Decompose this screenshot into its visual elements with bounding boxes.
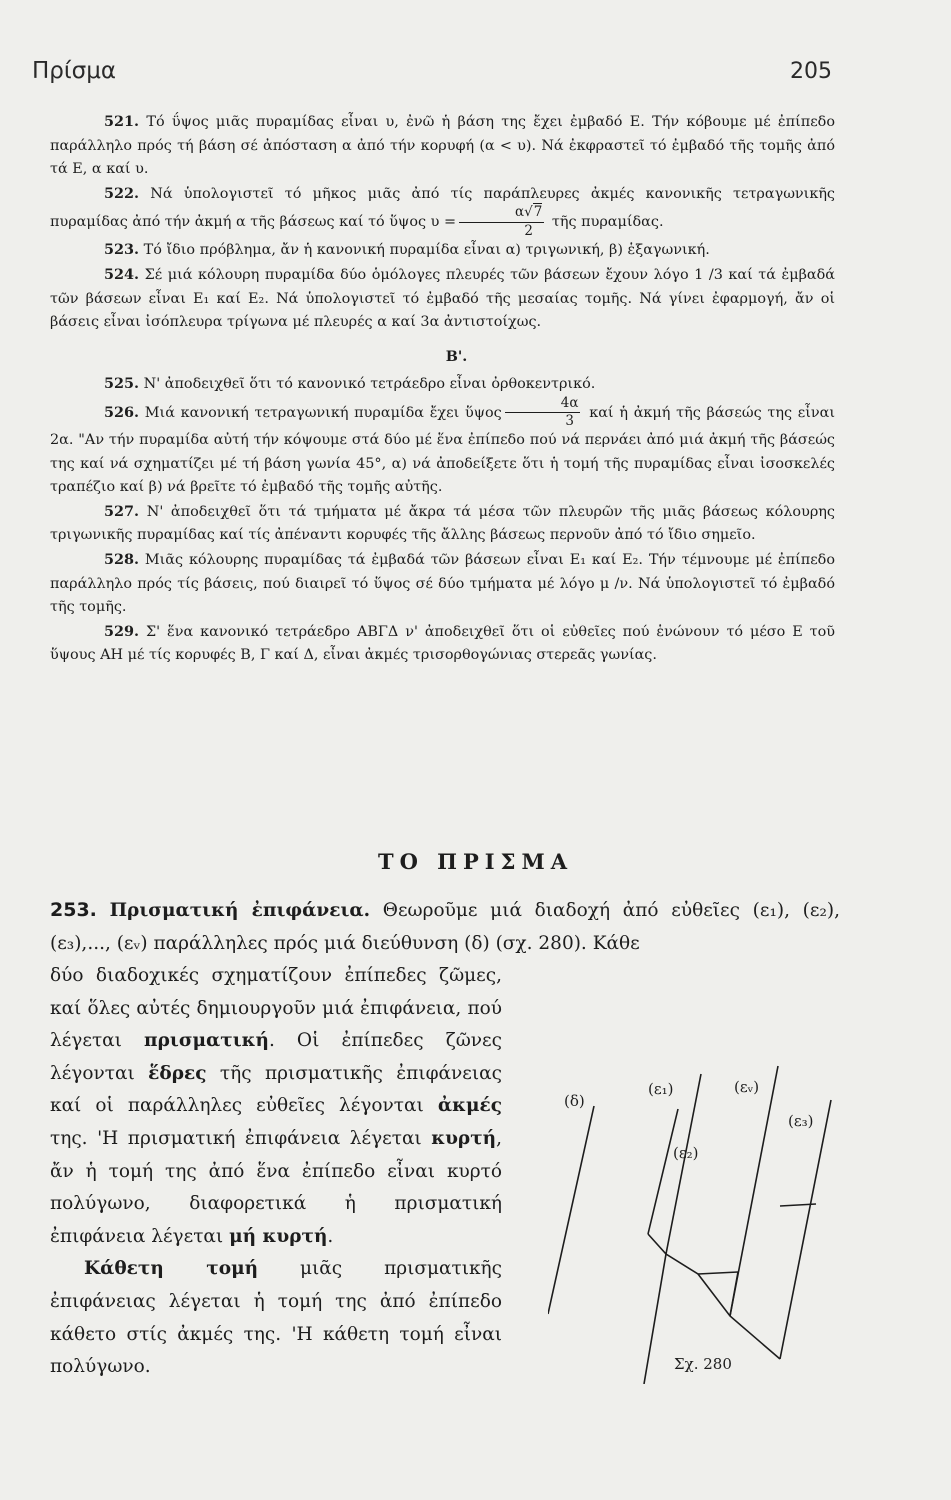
- fraction-root: 7: [533, 204, 543, 221]
- fraction: $\frac{\alpha√7}{2}$: [459, 206, 544, 238]
- exercise-text: Τό ΰψος μιᾶς πυραμίδας εἶναι υ, ἐνῶ ἡ βάση της ἔχει ἐμβαδό E. Τήν κόβουμε μέ ἐπίπεδο παράλληλο πρός τή βάση σέ ἀπόσταση α ἀπό τήν κορυφή (α < υ). Νά ἐκφραστεῖ τό ἐμβαδό τῆς τομῆς ἀπό τά E, α καί υ.: [50, 114, 835, 178]
- exercise-number: 524.: [104, 265, 140, 283]
- body-text: μιᾶς πρισματικῆς ἐπιφάνειας λέγεται ἡ τομή της ἀπό ἐπίπεδο κάθετο στίς ἀκμές της. 'Η κάθετη τομή εἶναι πολύγωνο.: [50, 1258, 502, 1378]
- exercise-number: 522.: [104, 184, 140, 202]
- section-edge-top: [698, 1272, 738, 1274]
- exercise-521: [50, 110, 835, 182]
- term-faces: ἕδρες: [148, 1062, 207, 1084]
- section-intro: [50, 894, 840, 960]
- exercise-number: 526.: [104, 403, 140, 421]
- label-edge-v: (εᵥ): [734, 1078, 760, 1096]
- label-direction: (δ): [564, 1092, 585, 1110]
- label-edge-2: (ε₂): [673, 1144, 699, 1162]
- edge-line-1: [666, 1074, 701, 1254]
- figure-caption: Σχ. 280: [674, 1355, 732, 1373]
- exercise-number: 528.: [104, 550, 140, 568]
- exercise-523: [50, 238, 835, 263]
- section-polygon: [648, 1234, 780, 1359]
- exercise-text-end: καί ἡ ἀκμή τῆς βάσεώς της εἶναι 2α. "Αν τήν πυραμίδα αὐτή τήν κόψουμε στά δύο μέ ἕνα ἐπίπεδο πού νά περνάει ἀπό μιά ἀκμή τῆς βάσεώς της καί νά σχηματίζει μέ τή βάση γωνία 45°, α) νά ἀποδείξετε ὅτι ἡ τομή τῆς πυραμίδας εἶναι ἰσοσκελές τραπέζιο καί β) νά βρεῖτε τό ἐμβαδό τῆς τομῆς αὐτῆς.: [50, 404, 835, 496]
- section-body: [50, 960, 502, 1384]
- exercise-text: Σέ μιά κόλουρη πυραμίδα δύο ὁμόλογες πλευρές τῶν βάσεων ἔχουν λόγο 1 /3 καί τά ἐμβαδά τῶν βάσεων εἶναι E₁ καί E₂. Νά ὑπολογιστεῖ τό ἐμβαδό τῆς μεσαίας τομῆς. Νά γίνει ἐφαρμογή, ἄν οἱ βάσεις εἶναι ἰσόπλευρα τρίγωνα μέ πλευρές α καί 3α ἀντιστοίχως.: [50, 266, 835, 331]
- exercise-text: N' ἀποδειχθεῖ ὅτι τά τμήματα μέ ἄκρα τά μέσα τῶν πλευρῶν τῆς μιᾶς βάσεως κόλουρης τριγωνικῆς πυραμίδας καί τίς ἀπέναντι κορυφές τῆς ἄλλης βάσεως περνοῦν ἀπό τό ἴδιο σημεῖο.: [50, 503, 835, 544]
- exercise-number: 523.: [104, 241, 140, 259]
- part-marker: B'.: [445, 347, 468, 365]
- exercise-528: [50, 548, 835, 620]
- body-text: τῆς πρισματικῆς ἐπιφάνειας καί οἱ παράλληλες εὐθεῖες λέγονται: [50, 1062, 502, 1117]
- fraction: [505, 394, 581, 430]
- exercise-text-end: τῆς πυραμίδας.: [547, 214, 664, 231]
- exercise-number: 527.: [104, 502, 140, 520]
- exercise-525: [50, 372, 835, 397]
- fraction-numerator: 4α: [505, 397, 581, 414]
- exercise-number: 525.: [104, 375, 140, 393]
- section-heading: Πρισματική ἐπιφάνεια.: [109, 900, 371, 921]
- exercise-524: [50, 263, 835, 335]
- exercise-529: [50, 620, 835, 668]
- section-title: ΤΟ ΠΡΙΣΜΑ: [377, 849, 574, 874]
- exercise-text: Τό ἴδιο πρόβλημα, ἄν ἡ κανονική πυραμίδα εἶναι α) τριγωνική, β) ἑξαγωνική.: [139, 242, 710, 259]
- body-text: , ἄν ἡ τομή της ἀπό ἕνα ἐπίπεδο εἶναι κυρτό πολύγωνο, διαφορετικά ἡ πρισματική ἐπιφάνεια λέγεται: [50, 1127, 502, 1247]
- exercise-text: Σ' ἕνα κανονικό τετράεδρο ΑΒΓΔ ν' ἀποδειχθεῖ ὅτι οἱ εὐθεῖες πού ἑνώνουν τό μέσο E τοῦ ὕψους AH μέ τίς κορυφές B, Γ καί Δ, εἶναι ἀκμές τρισορθογώνιας στερεᾶς γωνίας.: [50, 623, 835, 664]
- section-edge-back: [730, 1272, 738, 1316]
- exercise-list: [50, 110, 835, 668]
- exercise-number: 529.: [104, 622, 140, 640]
- section-line-1: Θεωροῦμε μιά διαδοχή ἀπό εὐθεῖες (ε₁), (ε₂), (ε₃),..., (εᵥ) παράλληλες πρός μιά διεύθυνση (δ) (σχ. 280). Κάθε: [50, 900, 840, 954]
- normal-section-paragraph: [50, 1253, 502, 1383]
- fraction-alpha: α: [515, 204, 525, 221]
- running-head: [32, 58, 832, 84]
- term-nonconvex: μή κυρτή: [229, 1225, 328, 1247]
- body-text: δύο διαδοχικές σχηματίζουν ἐπίπεδες ζῶμες, καί ὅλες αὐτές δημιουργοῦν μιά ἐπιφάνεια, πού λέγεται: [50, 965, 502, 1052]
- section-number: 253.: [50, 899, 97, 921]
- direction-line: [548, 1106, 594, 1314]
- exercise-522: [50, 182, 835, 239]
- label-edge-3: (ε₃): [788, 1112, 814, 1130]
- definition-paragraph: [50, 960, 502, 1253]
- exercise-text: Μιά κανονική τετραγωνική πυραμίδα ἔχει ὕψος: [139, 404, 502, 421]
- fraction-denominator: 3: [565, 413, 574, 430]
- exercise-527: [50, 500, 835, 548]
- running-title: Πρίσμα: [32, 58, 117, 84]
- label-edge-1: (ε₁): [648, 1080, 674, 1098]
- exercise-text: Νά ὑπολογιστεῖ τό μῆκος μιᾶς ἀπό τίς παράπλευρες ἀκμές κανονικῆς τετραγωνικῆς πυραμίδας ἀπό τήν ἀκμή α τῆς βάσεως καί τό ὕψος υ =: [50, 185, 835, 231]
- body-text: . Οἱ ἐπίπεδες ζῶνες λέγονται: [50, 1030, 503, 1084]
- exercise-526: [50, 394, 835, 500]
- exercise-number: 521.: [104, 113, 140, 130]
- term-normal-section: Κάθετη τομή: [84, 1258, 259, 1280]
- body-text: της. 'Η πρισματική ἐπιφάνεια λέγεται: [50, 1127, 432, 1149]
- page-number: 205: [790, 59, 832, 84]
- body-text: .: [327, 1225, 334, 1247]
- term-convex: κυρτή: [431, 1127, 497, 1149]
- prismatic-surface-figure: [548, 1054, 844, 1384]
- edge-line-3: [780, 1100, 831, 1359]
- edge-line-lower: [644, 1254, 666, 1384]
- exercise-text: N' ἀποδειχθεῖ ὅτι τό κανονικό τετράεδρο εἶναι ὀρθοκεντρικό.: [139, 376, 596, 393]
- term-prismatic: πρισματική: [144, 1030, 269, 1052]
- term-edges: ἀκμές: [437, 1095, 502, 1117]
- exercise-text: Μιᾶς κόλουρης πυραμίδας τά ἐμβαδά τῶν βάσεων εἶναι E₁ καί E₂. Τήν τέμνουμε μέ ἐπίπεδο παράλληλο πρός τίς βάσεις, πού διαιρεῖ τό ὕψος σέ δύο τμήματα μέ λόγο μ /ν. Νά ὑπολογιστεῖ τό ἐμβαδό τῆς τομῆς.: [50, 551, 835, 616]
- fraction-denominator: 2: [524, 222, 533, 239]
